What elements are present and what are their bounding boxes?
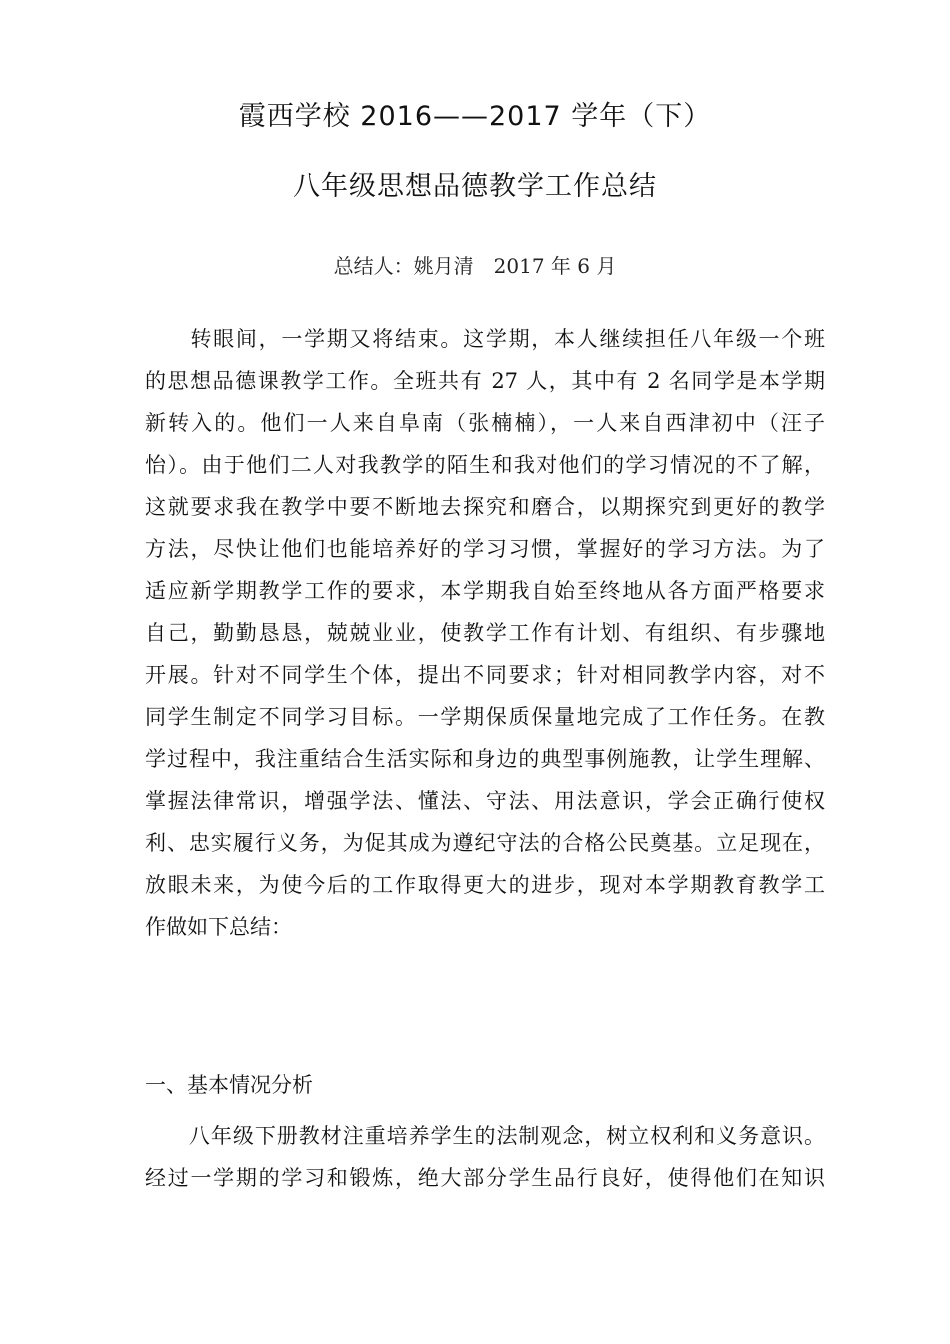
- paragraph-line: 学过程中，我注重结合生活实际和身边的典型事例施教，让学生理解、: [145, 747, 825, 771]
- paragraph-line: 这就要求我在教学中要不断地去探究和磨合，以期探究到更好的教学: [145, 495, 825, 519]
- author-date-line: 总结人：姚月清 2017 年 6 月: [333, 254, 617, 278]
- paragraph-line: 自己，勤勤恳恳，兢兢业业，使教学工作有计划、有组织、有步骤地: [145, 621, 825, 645]
- paragraph-line: 转眼间，一学期又将结束。这学期，本人继续担任八年级一个班: [145, 327, 825, 351]
- paragraph-line: 新转入的。他们一人来自阜南（张楠楠），一人来自西津初中（汪子: [145, 411, 825, 435]
- paragraph-line: 掌握法律常识，增强学法、懂法、守法、用法意识，学会正确行使权: [145, 789, 825, 813]
- paragraph-line: 利、忠实履行义务，为促其成为遵纪守法的合格公民奠基。立足现在，: [145, 831, 825, 855]
- section-heading: 一、基本情况分析: [145, 1073, 313, 1097]
- paragraph-2: [145, 1115, 825, 1199]
- paragraph-line: 适应新学期教学工作的要求，本学期我自始至终地从各方面严格要求: [145, 579, 825, 603]
- paragraph-line: 开展。针对不同学生个体，提出不同要求；针对相同教学内容，对不: [145, 663, 825, 687]
- document-title-line1: 霞西学校 2016——2017 学年（下）: [238, 101, 712, 132]
- paragraph-line: 怡）。由于他们二人对我教学的陌生和我对他们的学习情况的不了解，: [145, 453, 825, 477]
- document-title-line2: 八年级思想品德教学工作总结: [293, 171, 657, 202]
- paragraph-line: 放眼未来，为使今后的工作取得更大的进步，现对本学期教育教学工: [145, 873, 825, 897]
- paragraph-line: 八年级下册教材注重培养学生的法制观念，树立权利和义务意识。: [145, 1124, 825, 1148]
- paragraph-1: [145, 318, 825, 948]
- paragraph-line: 经过一学期的学习和锻炼，绝大部分学生品行良好，使得他们在知识: [145, 1166, 825, 1190]
- paragraph-line: 的思想品德课教学工作。全班共有 27 人，其中有 2 名同学是本学期: [145, 369, 825, 393]
- paragraph-line: 方法，尽快让他们也能培养好的学习习惯，掌握好的学习方法。为了: [145, 537, 825, 561]
- paragraph-line: 同学生制定不同学习目标。一学期保质保量地完成了工作任务。在教: [145, 705, 825, 729]
- paragraph-line: 作做如下总结：: [145, 915, 292, 939]
